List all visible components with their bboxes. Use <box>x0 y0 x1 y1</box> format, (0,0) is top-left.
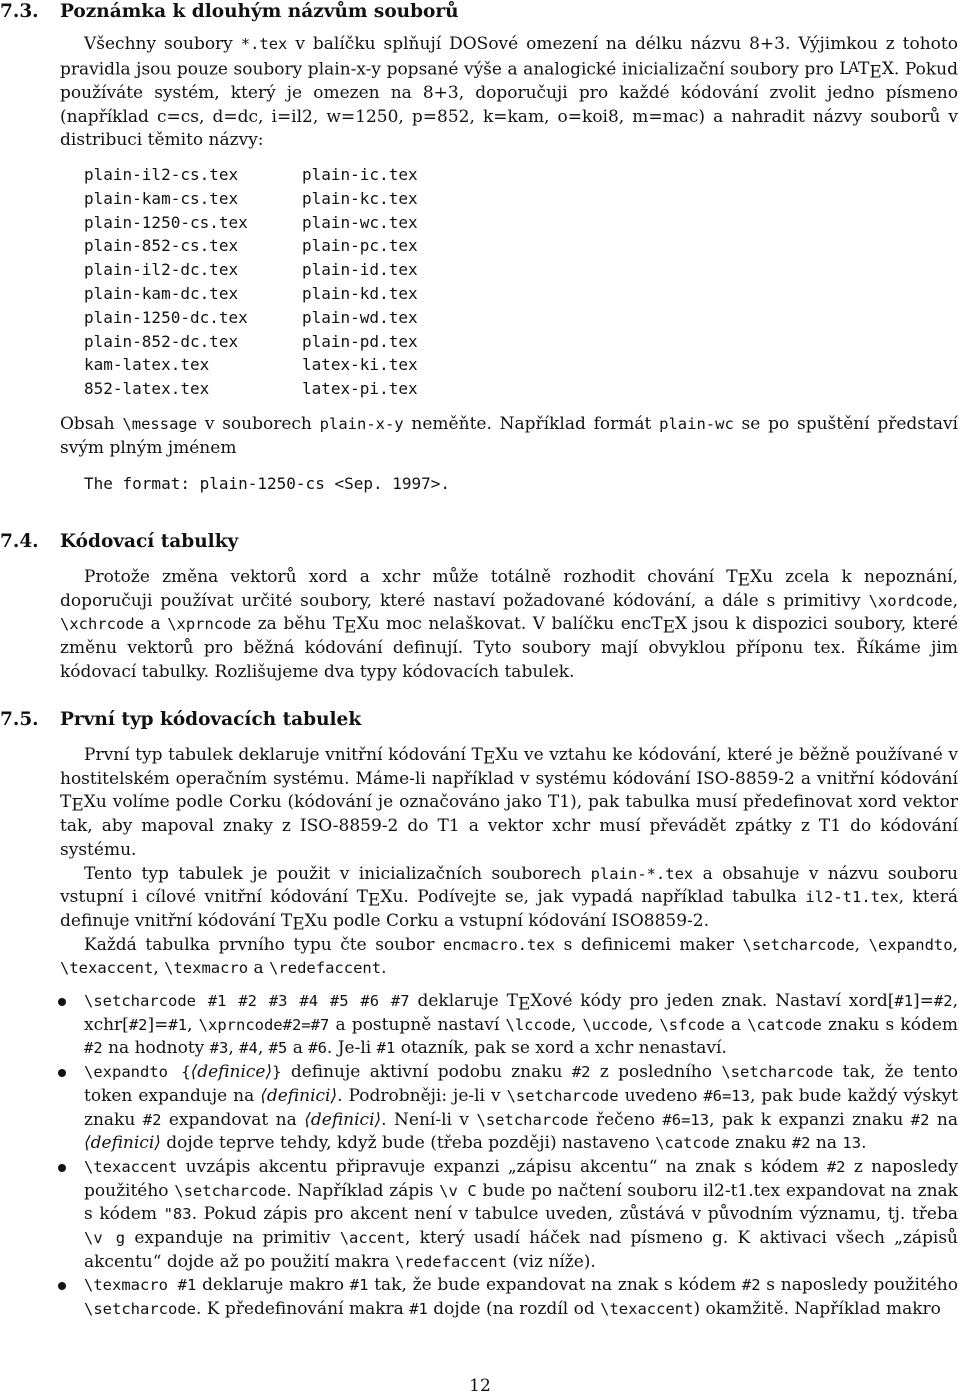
list-item: plain-1250-dc.tex <box>84 307 248 327</box>
bullet-icon <box>58 1069 66 1077</box>
paragraph-7-4: Protože změna vektorů xord a xchr může totálně rozhodit chování $T_EXu$ zcela k nepoznání, doporučuji používat určité soubory, které nastaví požadované kódování, a dále s primitivy \xordcode, \xchrcode a \xprncode za běhu $T_EXu$ moc nelaškovat. V balíčku encT$_E$X jsou k dispozici soubory, které změnu vektorů pro běžná kódování definují. Tyto soubory mají obvyklou příponu tex. Říkáme jim kódovací tabulky. Rozlišujeme dva typy kódovacích tabulek. <box>60 567 959 682</box>
format-line: The format: plain-1250-cs <Sep. 1997>. <box>84 474 451 493</box>
list-item: kam-latex.tex <box>84 355 210 375</box>
list-item: plain-ic.tex <box>302 165 418 184</box>
list-item: plain-wd.tex <box>302 307 418 327</box>
list-item: latex-pi.tex <box>302 379 418 399</box>
paragraph-7-5: První typ tabulek deklaruje vnitřní kódování $T_EXu$ ve vztahu ke kódování, které je běžně používané v hostitelském operačním systému. Máme-li například v systému kódování ISO-8859-2 a vnitřní kódování $T_EXu$ volíme podle Corku (kódování je označováno jako T1), pak tabulka musí předefinovat xord vektor tak, aby mapoval znaky z ISO-8859-2 do T1 a vektor xchr musí převádět zpátky z T1 do kódování systému. Tento typ tabulek je použit v inicializačních souborech plain-*.tex a obsahuje v názvu souboru vstupní i cílové vnitřní kódování $T_EXu$. Podívejte se, jak vypadá například tabulka il2-t1.tex, která definuje vnitřní kódování $T_EXu$ podle Corku a vstupní kódování ISO8859-2. Každá tabulka prvního typu čte soubor encmacro.tex s definicemi maker \setcharcode, \expandto, \texaccent, \texmacro a \redefaccent. <box>60 745 959 979</box>
list-item: \texaccent uvzápis akcentu připravuje expanzi „zápisu akcentu“ na znak s kódem #2 z naposledy použitého \setcharcode. Například zápis \v C bude po načtení souboru il2-t1.tex expandovat na znak s kódem "83. Pokud zápis pro akcent není v tabulce uveden, zůstává v původním významu, tj. třeba \v g expanduje na primitiv \accent, který usadí háček nad písmeno g. K aktivaci všech „zápisů akcentu“ dojde až po použití makra \redefaccent (viz níže). <box>60 1156 958 1275</box>
bullet-icon <box>58 1164 66 1172</box>
list-item: \expandto {⟨definice⟩} definuje aktivní podobu znaku #2 z posledního \setcharcode tak, že tento token expanduje na ⟨definici⟩. Podrobněji: je-li v \setcharcode uvedeno #6=13, pak bude každý výskyt znaku #2 expandovat na ⟨definici⟩. Není-li v \setcharcode řečeno #6=13, pak k expanzi znaku #2 na ⟨definici⟩ dojde teprve tehdy, když bude (třeba později) nastaveno \catcode znaku #2 na 13. <box>60 1061 958 1156</box>
section-heading-7-5: 7.5. První typ kódovacích tabulek <box>0 709 362 730</box>
section-heading-7-3: 7.3. Poznámka k dlouhým názvům souborů <box>0 1 459 22</box>
list-item: plain-il2-dc.tex <box>84 260 239 280</box>
list-item: plain-852-cs.tex <box>84 236 239 256</box>
list-item: plain-kam-dc.tex <box>84 283 239 303</box>
list-item: plain-pd.tex <box>302 331 418 351</box>
paragraph-7-3-intro: Všechny soubory *.tex v balíčku splňují DOSové omezení na délku názvu 8+3. Výjimkou z tohoto pravidla jsou pouze soubory plain-x-y popsané výše a analogické inicializační soubory pro $LAT_EX$. Pokud používáte systém, který je omezen na 8+3, doporučuji pro každé kódování zvolit jedno písmeno (například c=cs, d=dc, i=il2, w=1250, p=852, k=kam, o=koi8, m=mac) a nahradit názvy souborů v distribuci těmito názvy: <box>60 34 958 151</box>
latex-logo: $LAT_EX$ <box>839 59 894 83</box>
file-list-short-names <box>302 163 418 401</box>
list-item: latex-ki.tex <box>302 355 418 375</box>
list-item: plain-pc.tex <box>302 236 418 256</box>
list-item: plain-id.tex <box>302 260 418 280</box>
list-item: plain-1250-cs.tex <box>84 212 248 232</box>
list-item: plain-kc.tex <box>302 188 418 208</box>
list-item: \setcharcode #1 #2 #3 #4 #5 #6 #7 deklaruje $T_EXové$ kódy pro jeden znak. Nastaví xord[#1]=#2, xchr[#2]=#1, \xprncode#2=#7 a postupně nastaví \lccode, \uccode, \sfcode a \catcode znaku s kódem #2 na hodnoty #3, #4, #5 a #6. Je-li #1 otazník, pak se xord a xchr nenastaví. <box>60 990 958 1061</box>
list-item: 852-latex.tex <box>84 379 210 399</box>
list-item: plain-kam-cs.tex <box>84 188 239 208</box>
list-item: plain-852-dc.tex <box>84 331 239 351</box>
list-item: plain-il2-cs.tex <box>84 165 239 184</box>
paragraph-7-3-message: Obsah \message v souborech plain-x-y neměňte. Například formát plain-wc se po spuštění představí svým plným jménem <box>60 414 958 458</box>
page-number: 12 <box>469 1376 491 1396</box>
list-item: plain-kd.tex <box>302 283 418 303</box>
list-item: plain-wc.tex <box>302 212 418 232</box>
bullet-icon <box>58 1282 66 1290</box>
section-heading-7-4: 7.4. Kódovací tabulky <box>0 531 239 552</box>
bullet-icon <box>58 998 66 1006</box>
list-item: \texmacro #1 deklaruje makro #1 tak, že bude expandovat na znak s kódem #2 s naposledy použitého \setcharcode. K předefinování makra #1 dojde (na rozdíl od \texaccent) okamžitě. Například makro <box>60 1274 958 1321</box>
file-list-long-names <box>84 163 248 401</box>
macro-list <box>60 990 958 1322</box>
